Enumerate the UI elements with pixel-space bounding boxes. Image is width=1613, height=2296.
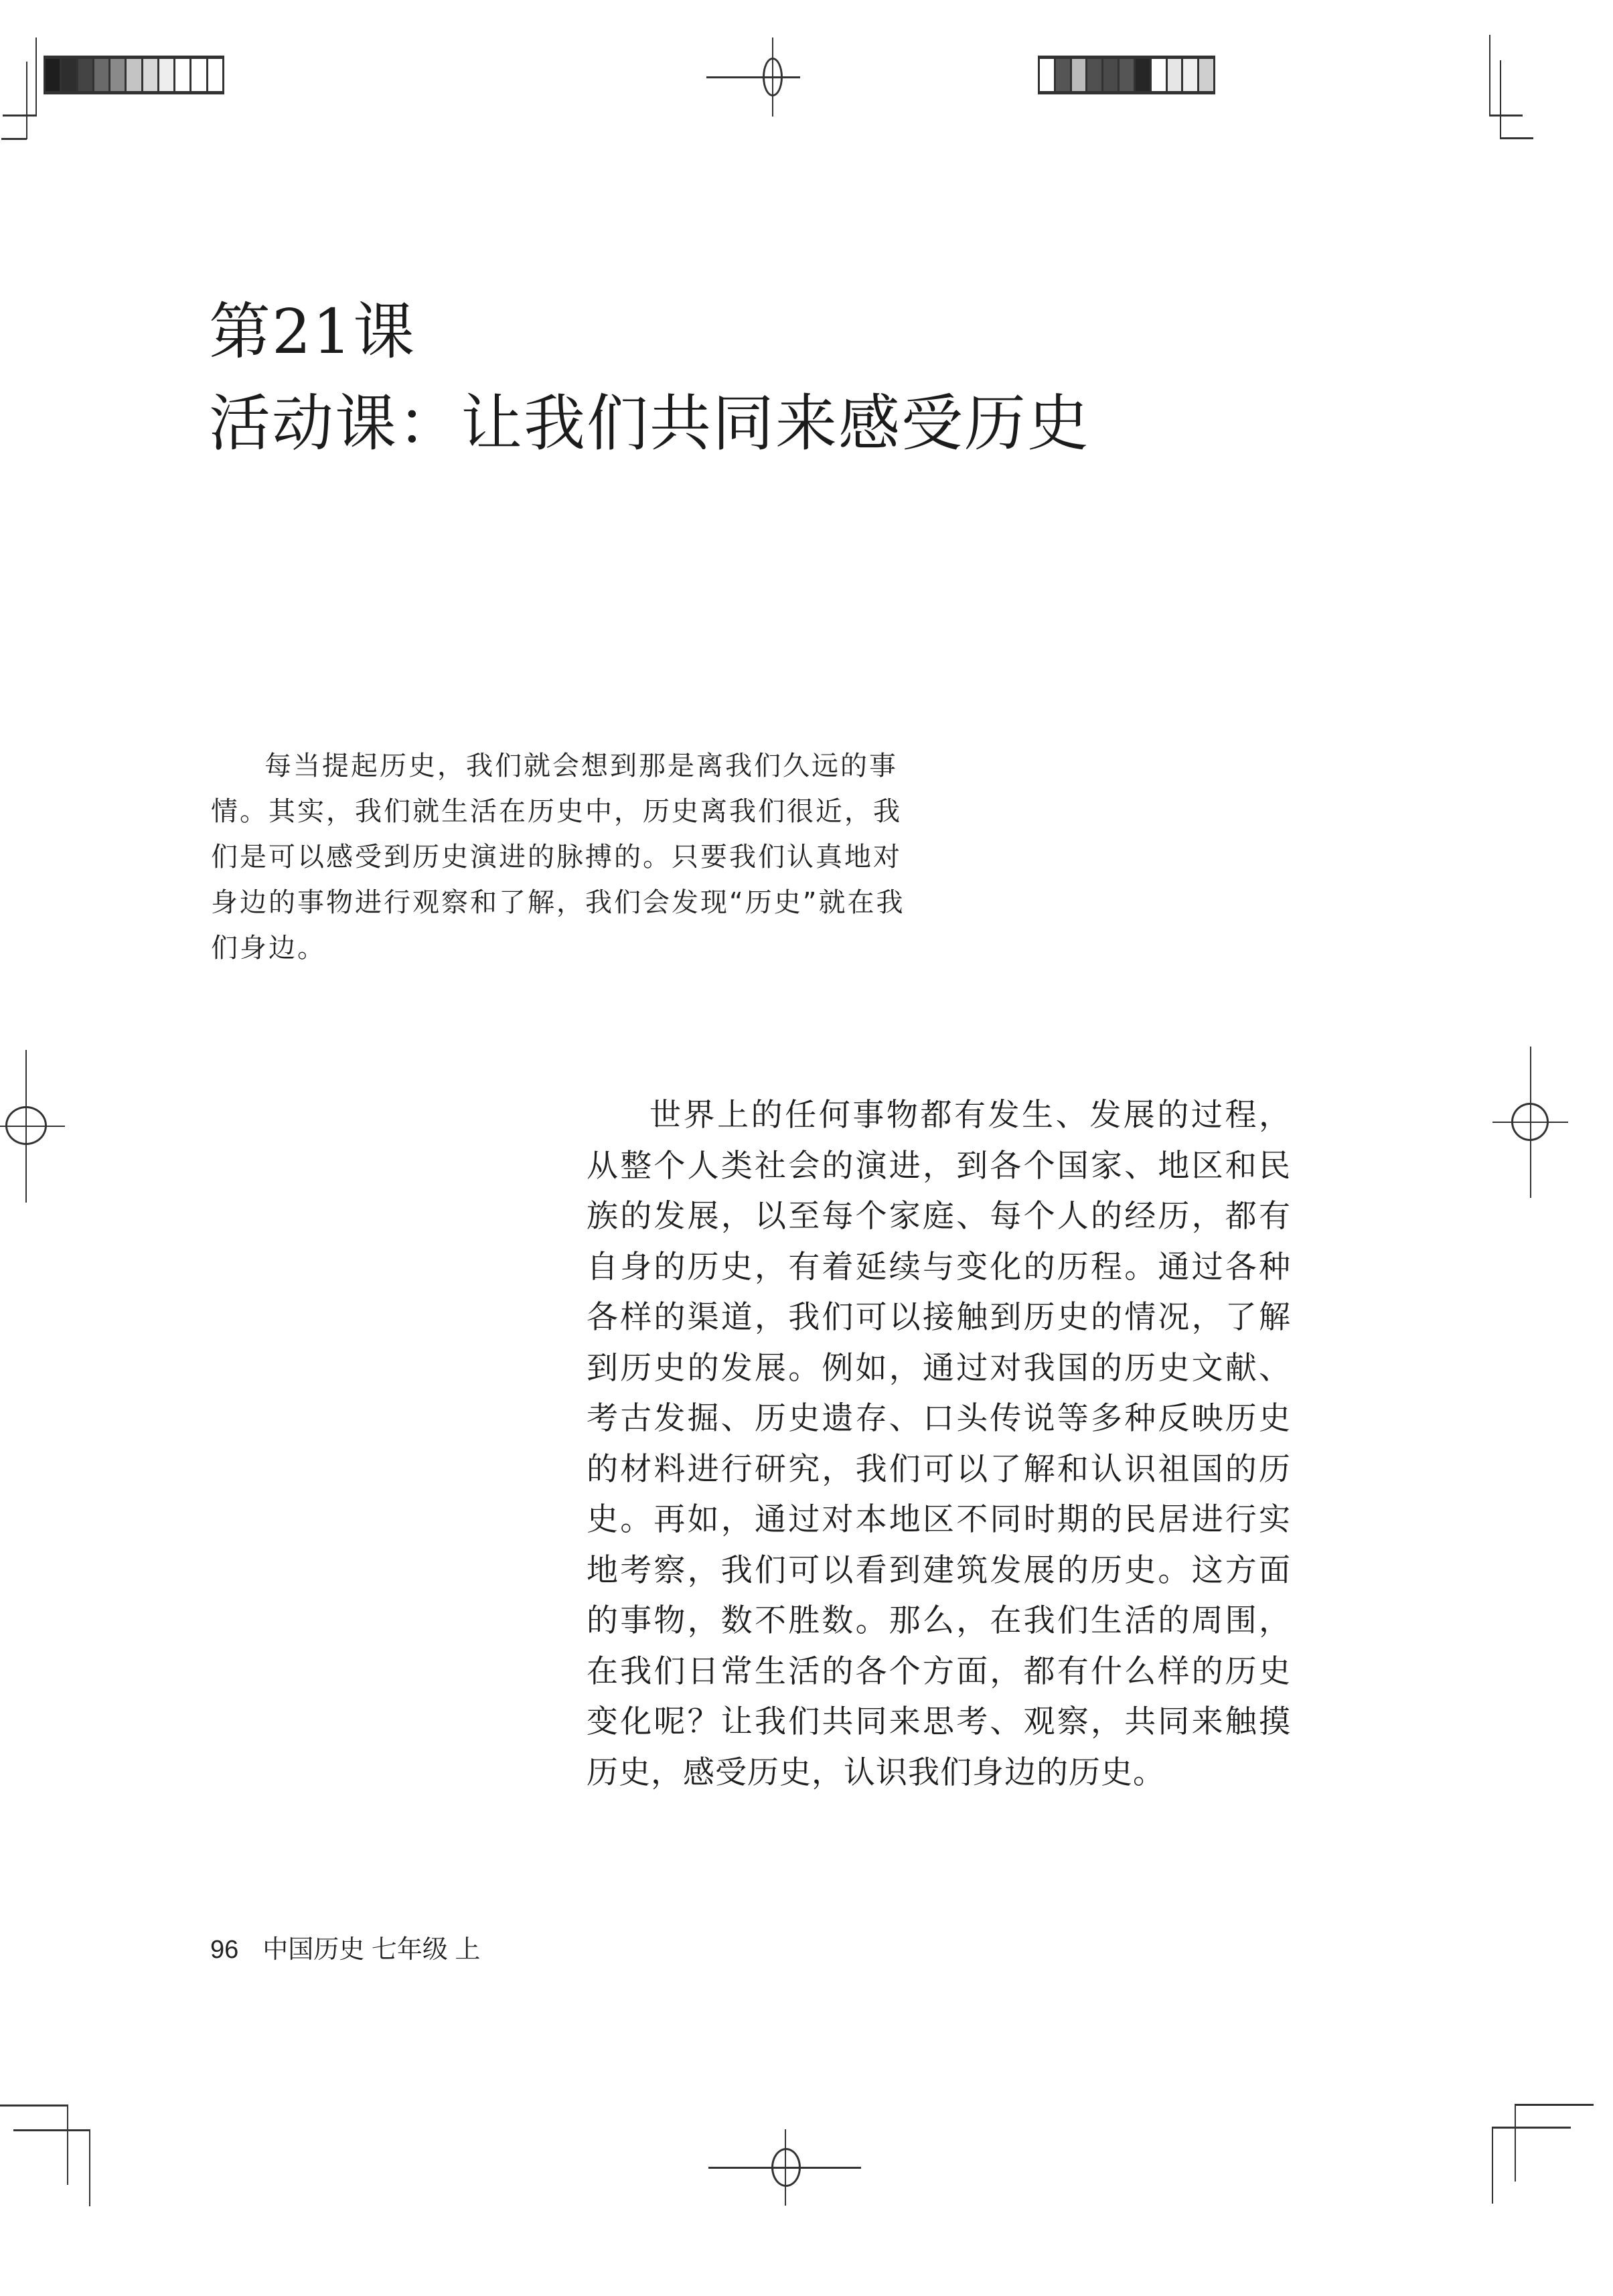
color-swatch xyxy=(1197,59,1215,91)
color-swatch xyxy=(1118,59,1134,91)
page-footer xyxy=(210,1928,480,1965)
lesson-main-title: 活动课：让我们共同来感受历史 xyxy=(209,388,1091,459)
body-paragraph: 世界上的任何事物都有发生、发展的过程，从整个人类社会的演进，到各个国家、地区和民族的发展，以至每个家庭、每个人的经历，都有自身的历史，有着延续与变化的历程。通过各种各样的渠道，我们可以接触到历史的情况，了解到历史的发展。例如，通过对我国的历史文献、考古发掘、历史遗存、口头传说等多种反映历史的材料进行研究，我们可以了解和认识祖国的历史。再如，通过对本地区不同时期的民居进行实地考察，我们可以看到建筑发展的历史。这方面的事物，数不胜数。那么，在我们生活的周围，在我们日常生活的各个方面，都有什么样的历史变化呢？让我们共同来思考、观察，共同来触摸历史，感受历史，认识我们身边的历史。 xyxy=(587,1097,1291,1791)
color-swatch xyxy=(173,59,189,91)
intro-section xyxy=(211,743,921,971)
color-swatch xyxy=(44,59,60,91)
color-swatch xyxy=(60,59,76,91)
color-swatch xyxy=(108,59,125,91)
color-calibration-bar-right xyxy=(1038,56,1215,94)
intro-paragraph: 每当提起历史，我们就会想到那是离我们久远的事情。其实，我们就生活在历史中，历史离我们很近，我们是可以感受到历史演进的脉搏的。只要我们认真地对身边的事物进行观察和了解，我们会发现“历史”就在我们身边。 xyxy=(211,751,905,964)
color-swatch xyxy=(1166,59,1182,91)
color-swatch xyxy=(76,59,92,91)
color-swatch xyxy=(1070,59,1086,91)
lesson-number-title: 第21课 xyxy=(209,296,416,368)
body-section xyxy=(587,1090,1291,1798)
color-swatch xyxy=(92,59,108,91)
color-swatch xyxy=(1181,59,1197,91)
color-swatch xyxy=(1101,59,1118,91)
color-swatch xyxy=(1054,59,1070,91)
color-calibration-bar-left xyxy=(44,56,224,94)
color-swatch xyxy=(1150,59,1166,91)
color-swatch xyxy=(125,59,141,91)
page-number: 96 xyxy=(210,1936,239,1964)
color-swatch xyxy=(189,59,206,91)
color-swatch xyxy=(141,59,157,91)
color-swatch xyxy=(1085,59,1101,91)
color-swatch xyxy=(1134,59,1150,91)
color-swatch xyxy=(1038,59,1054,91)
book-title: 中国历史 七年级 上 xyxy=(262,1936,481,1964)
color-swatch xyxy=(206,59,224,91)
color-swatch xyxy=(157,59,173,91)
